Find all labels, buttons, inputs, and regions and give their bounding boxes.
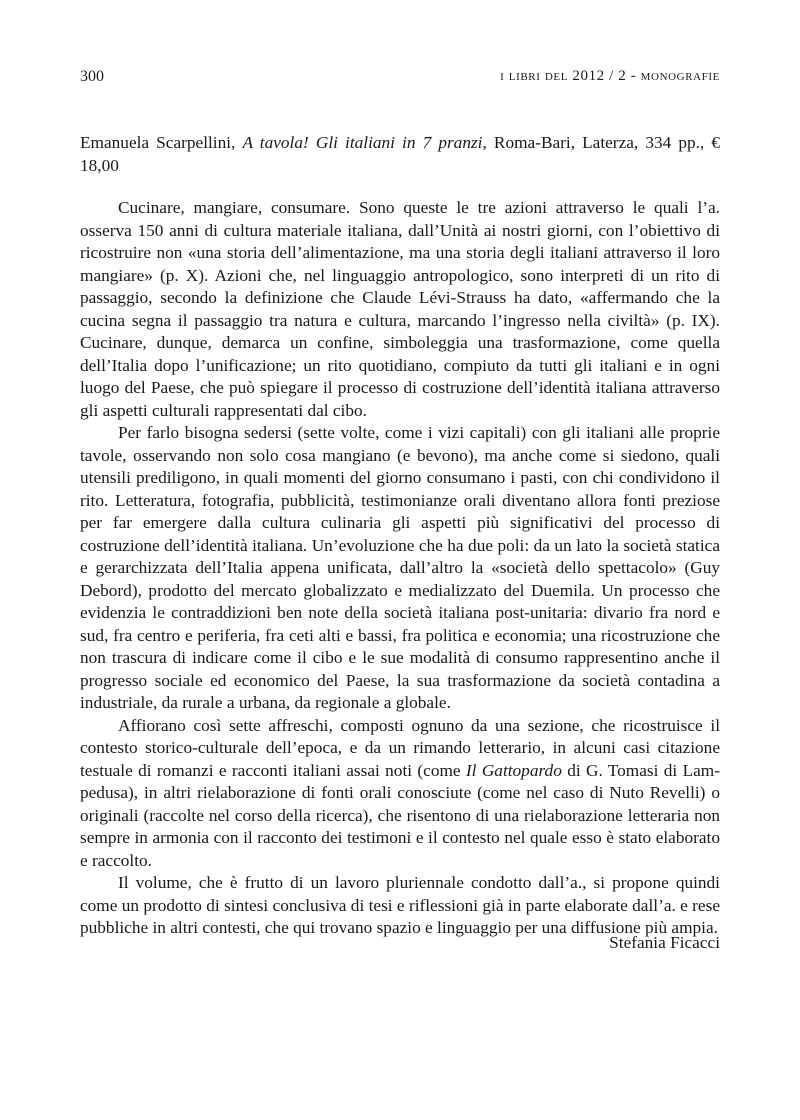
paragraph-4 [80, 872, 720, 940]
citation-title: A tavola! Gli italiani in 7 pranzi [242, 133, 483, 152]
book-citation [80, 132, 720, 177]
running-head: i libri del 2012 / 2 - monografie [500, 68, 720, 84]
page-number: 300 [80, 68, 104, 85]
paragraph-text: Per farlo bisogna sedersi (sette volte, come i vizi capitali) con gli italiani alle proprie tavole, osservando non solo cosa mangiano (e bevono), ma anche come si siedono, quali utensili prediligono, in quali momenti del giorno consumano i pasti, con chi condividono il rito. Letteratura, fotografia, pubblicità, testimonianze orali diventano allora fonti preziose per far emergere dalla cultura culinaria gli aspetti più significativi del processo di costruzione dell’identità italiana. Un’evoluzione che ha due poli: da un lato la società statica e gerarchizzata dell’Italia appena unificata, dall’altro la «società dello spettacolo» (Guy Debord), prodotto del mercato globalizzato e medializzato del Duemila. Un processo che evidenzia le contraddizioni ben note della società italiana post-unitaria: divario fra nord e sud, fra centro e periferia, fra ceti alti e bassi, fra politica e economia; una ricostruzione che non trascura di indicare come il cibo e le sue modalità di consumo rappresentino anche il progresso sociale ed economico del Paese, la sua trasformazione da società contadina a industriale, da rurale a urbana, da regionale a globale. [80, 423, 720, 712]
paragraph-text: di G. Tomasi di Lampedusa), in altri rielaborazione di fonti orali conosciute (come nel caso di Nuto Revelli) o originali (raccolte nel corso della ricerca), che risentono di una rielaborazione letteraria non sempre in armonia con il racconto dei testimoni e il contesto nel quale esso è stato elaborato e raccolto. [80, 760, 721, 870]
page-header [80, 68, 720, 92]
citation-publication: , Roma-Bari, Laterza, 334 pp., € 18,00 [80, 133, 720, 175]
paragraph-1 [80, 197, 720, 422]
paragraph-text: Il volume, che è frutto di un lavoro pluriennale condotto dall’a., si propone quindi come un prodotto di sintesi conclusiva di tesi e riflessioni già in parte elaborate dall’a. e rese pubbliche in altri contesti, che qui trovano spazio e linguaggio per una diffusione più ampia. [80, 873, 720, 937]
paragraph-3 [80, 715, 720, 873]
citation-author: Emanuela Scarpellini, [80, 133, 243, 152]
paragraph-text: Affiorano così sette affreschi, composti ognuno da una sezione, che ricostruisce il contesto storico-culturale dell’epoca, e da un rimando letterario, in alcuni casi citazione testuale di romanzi e racconti italiani assai noti (come [80, 715, 720, 780]
paragraph-italic-title: Il Gattopardo [465, 760, 562, 780]
paragraph-text: Cucinare, mangiare, consumare. Sono queste le tre azioni attraverso le quali l’a. osserva 150 anni di cultura materiale italiana, dall’Unità ai nostri giorni, con l’obiettivo di ricostruire non «una storia dell’alimentazione, ma una storia degli italiani attraverso il loro mangiare» (p. X). Azioni che, nel linguaggio antropologico, sono interpreti di un rito di passaggio, secondo la definizione che Claude Lévi-Strauss ha dato, «affermando che la cucina segna il passaggio tra natura e cultura, marcando l’ingresso nella civiltà» (p. IX). Cucinare, dunque, demarca un confine, simboleggia una trasformazione, come quella dell’Italia dopo l’unificazione; un rito quotidiano, compiuto da tutti gli italiani e in ogni luogo del Paese, che può spiegare il processo di costruzione dell’identità italiana attraverso gli aspetti culturali rappresentati dal cibo. [80, 198, 720, 420]
review-body [80, 197, 720, 940]
reviewer-signature: Stefania Ficacci [609, 933, 720, 952]
paragraph-2 [80, 422, 720, 715]
